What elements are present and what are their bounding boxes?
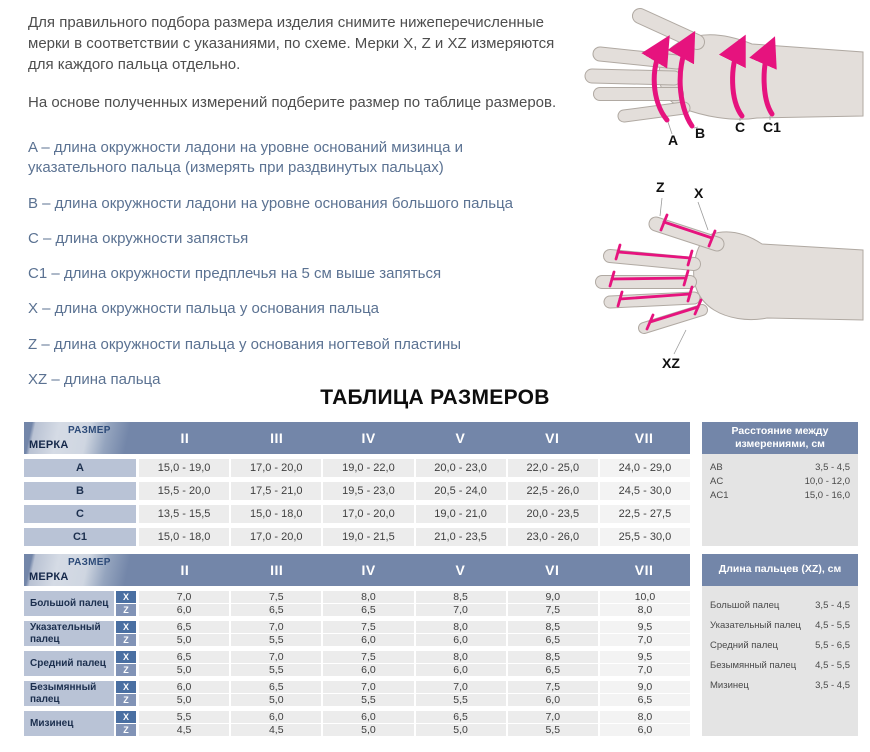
finger-label: Мизинец — [24, 711, 114, 736]
finger-value-cell: 6,5 — [231, 604, 321, 616]
finger-row-cells — [139, 621, 690, 633]
finger-subrows — [116, 591, 690, 616]
finger-value-cell: 5,0 — [323, 724, 413, 736]
finger-value-cell: 6,5 — [139, 651, 229, 663]
finger-subrows — [116, 711, 690, 736]
size-value-cell: 15,0 - 18,0 — [231, 505, 321, 523]
finger-value-cell: 6,0 — [323, 664, 413, 676]
mini-row-value: 15,0 - 16,0 — [804, 490, 850, 502]
hand-diagram-finger-lengths — [582, 172, 864, 372]
measure-label: B — [24, 482, 136, 500]
finger-value-cell: 8,5 — [416, 591, 506, 603]
finger-value-cell: 9,0 — [600, 681, 690, 693]
size-value-cell: 15,5 - 20,0 — [139, 482, 229, 500]
finger-row-cells — [139, 724, 690, 736]
intro-paragraph-2: На основе полученных измерений подберите размер по таблице размеров. — [28, 94, 557, 111]
finger-subrow — [116, 591, 690, 603]
size-column-header: IV — [361, 562, 376, 578]
finger-value-cell: 7,0 — [600, 664, 690, 676]
finger-length-row — [710, 680, 850, 691]
mini-row-label: AB — [710, 462, 723, 474]
finger-value-cell: 5,0 — [139, 634, 229, 646]
finger-label: Указательный палец — [24, 621, 114, 646]
size-value-cell: 24,0 - 29,0 — [600, 459, 690, 477]
finger-value-cell: 7,0 — [508, 711, 598, 723]
finger-value-cell: 6,0 — [508, 694, 598, 706]
finger-value-cell: 6,0 — [231, 711, 321, 723]
finger-value-cell: 6,0 — [139, 681, 229, 693]
distance-table — [702, 422, 858, 546]
finger-row-cells — [139, 591, 690, 603]
size-value-cell: 20,5 - 24,0 — [416, 482, 506, 500]
size-value-cell: 23,0 - 26,0 — [508, 528, 598, 546]
size-value-cell: 19,0 - 21,5 — [323, 528, 413, 546]
finger-value-cell: 5,5 — [416, 694, 506, 706]
mini-row-label: Указательный палец — [710, 620, 802, 631]
mini-row-label: AC1 — [710, 490, 729, 502]
measurement-definition: B – длина окружности ладони на уровне основания большого пальца — [28, 194, 514, 212]
z-badge: Z — [116, 604, 136, 616]
finger-row-cells — [139, 604, 690, 616]
finger-value-cell: 9,0 — [508, 591, 598, 603]
finger-length-row — [710, 640, 850, 651]
finger-value-cell: 7,5 — [508, 604, 598, 616]
finger-value-cell: 4,5 — [231, 724, 321, 736]
finger-group-row — [24, 621, 690, 646]
finger-subrow — [116, 681, 690, 693]
corner-row-header: МЕРКА — [29, 571, 69, 583]
finger-row-cells — [139, 664, 690, 676]
finger-length-row — [710, 600, 850, 611]
finger-subrow — [116, 711, 690, 723]
finger-subrow — [116, 694, 690, 706]
size-table-row — [24, 459, 690, 477]
hand-diagram-circumferences — [582, 4, 864, 154]
corner-col-header: РАЗМЕР — [68, 425, 111, 436]
size-column-header: VII — [634, 562, 654, 578]
size-value-cell: 13,5 - 15,5 — [139, 505, 229, 523]
finger-group-row — [24, 681, 690, 706]
mini-row-value: 5,5 - 6,5 — [815, 640, 850, 651]
finger-label: Безымянный палец — [24, 681, 114, 706]
size-value-cell: 20,0 - 23,0 — [416, 459, 506, 477]
finger-row-cells — [139, 694, 690, 706]
measurement-definition: XZ – длина пальца — [28, 370, 161, 388]
x-badge: X — [116, 681, 136, 693]
size-table-row — [24, 482, 690, 500]
size-row-cells — [139, 459, 690, 477]
finger-value-cell: 8,5 — [508, 651, 598, 663]
finger-subrow — [116, 604, 690, 616]
measurement-definitions — [28, 138, 560, 390]
size-column-header: V — [455, 430, 466, 446]
finger-subrows — [116, 681, 690, 706]
finger-value-cell: 5,5 — [323, 694, 413, 706]
size-value-cell: 22,0 - 25,0 — [508, 459, 598, 477]
measurement-definition: X – длина окружности пальца у основания пальца — [28, 300, 380, 318]
finger-value-cell: 7,0 — [139, 591, 229, 603]
size-column-header: IV — [361, 430, 376, 446]
finger-subrow — [116, 724, 690, 736]
hand-silhouette — [602, 224, 863, 328]
size-value-cell: 21,0 - 23,5 — [416, 528, 506, 546]
size-value-cell: 24,5 - 30,0 — [600, 482, 690, 500]
finger-value-cell: 5,0 — [231, 694, 321, 706]
size-table-header — [24, 422, 690, 454]
mini-row-label: AC — [710, 476, 724, 488]
finger-length-row — [710, 660, 850, 671]
size-column-header: VII — [634, 430, 654, 446]
distance-row — [710, 490, 850, 501]
size-column-header: III — [270, 562, 284, 578]
size-value-cell: 17,5 - 21,0 — [231, 482, 321, 500]
z-badge: Z — [116, 724, 136, 736]
finger-value-cell: 8,0 — [416, 651, 506, 663]
finger-group-row — [24, 711, 690, 736]
finger-value-cell: 6,0 — [416, 664, 506, 676]
finger-subrow — [116, 664, 690, 676]
mini-row-value: 3,5 - 4,5 — [815, 462, 850, 474]
finger-value-cell: 5,0 — [139, 664, 229, 676]
label-c1: C1 — [763, 119, 781, 135]
size-column-header: VI — [545, 562, 560, 578]
finger-value-cell: 8,5 — [508, 621, 598, 633]
size-value-cell: 15,0 - 19,0 — [139, 459, 229, 477]
intro-block — [28, 12, 560, 405]
z-badge: Z — [116, 694, 136, 706]
finger-subrows — [116, 621, 690, 646]
intro-paragraph-1: Для правильного подбора размера изделия снимите нижеперечисленные мерки в соответствии с указаниями, по схеме. Мерки X, Z и XZ измеряются для каждого пальца отдельно. — [28, 14, 555, 73]
finger-row-cells — [139, 711, 690, 723]
size-value-cell: 17,0 - 20,0 — [323, 505, 413, 523]
measurement-definition: A – длина окружности ладони на уровне оснований мизинца и указательного пальца (измерять при раздвинутых пальцах) — [28, 139, 463, 177]
size-column-header: III — [270, 430, 284, 446]
z-badge: Z — [116, 634, 136, 646]
finger-label: Средний палец — [24, 651, 114, 676]
measurement-definition: C – длина окружности запястья — [28, 229, 249, 247]
label-x: X — [694, 185, 704, 201]
mini-row-value: 4,5 - 5,5 — [815, 620, 850, 631]
size-row-cells — [139, 528, 690, 546]
size-value-cell: 20,0 - 23,5 — [508, 505, 598, 523]
measure-label: C1 — [24, 528, 136, 546]
mini-row-value: 3,5 - 4,5 — [815, 680, 850, 691]
size-table — [24, 422, 690, 546]
mini-row-value: 4,5 - 5,5 — [815, 660, 850, 671]
finger-value-cell: 6,5 — [508, 664, 598, 676]
measure-label: C — [24, 505, 136, 523]
finger-length-table — [702, 554, 858, 736]
size-value-cell: 17,0 - 20,0 — [231, 528, 321, 546]
finger-value-cell: 7,0 — [231, 621, 321, 633]
finger-subrow — [116, 621, 690, 633]
corner-cell — [24, 554, 136, 586]
finger-value-cell: 6,0 — [139, 604, 229, 616]
finger-value-cell: 6,0 — [323, 634, 413, 646]
finger-group-row — [24, 591, 690, 616]
finger-value-cell: 8,0 — [323, 591, 413, 603]
finger-table — [24, 554, 690, 736]
finger-value-cell: 8,0 — [600, 604, 690, 616]
size-column-header: II — [180, 562, 190, 578]
x-badge: X — [116, 651, 136, 663]
x-badge: X — [116, 711, 136, 723]
finger-row-cells — [139, 681, 690, 693]
hand-silhouette — [592, 16, 863, 119]
finger-value-cell: 6,0 — [323, 711, 413, 723]
finger-value-cell: 9,5 — [600, 621, 690, 633]
finger-value-cell: 8,0 — [416, 621, 506, 633]
finger-value-cell: 6,5 — [231, 681, 321, 693]
size-value-cell: 19,0 - 21,0 — [416, 505, 506, 523]
distance-row — [710, 462, 850, 473]
finger-value-cell: 7,0 — [416, 604, 506, 616]
size-column-header: II — [180, 430, 190, 446]
label-c: C — [735, 119, 746, 135]
finger-value-cell: 5,5 — [139, 711, 229, 723]
size-value-cell: 17,0 - 20,0 — [231, 459, 321, 477]
measurement-definition: C1 – длина окружности предплечья на 5 см выше запяться — [28, 265, 442, 282]
finger-value-cell: 7,0 — [231, 651, 321, 663]
size-table-row — [24, 528, 690, 546]
finger-subrows — [116, 651, 690, 676]
x-badge: X — [116, 591, 136, 603]
size-value-cell: 25,5 - 30,0 — [600, 528, 690, 546]
finger-value-cell: 5,5 — [231, 634, 321, 646]
corner-row-header: МЕРКА — [29, 439, 69, 451]
finger-value-cell: 10,0 — [600, 591, 690, 603]
mini-row-label: Средний палец — [710, 640, 778, 651]
size-value-cell: 19,5 - 23,0 — [323, 482, 413, 500]
tables-area — [24, 422, 858, 736]
z-badge: Z — [116, 664, 136, 676]
middle-arrow — [612, 278, 686, 279]
finger-value-cell: 7,0 — [323, 681, 413, 693]
size-column-header: VI — [545, 430, 560, 446]
size-row-cells — [139, 505, 690, 523]
label-b: B — [695, 125, 706, 141]
finger-value-cell: 5,0 — [416, 724, 506, 736]
finger-value-cell: 7,5 — [231, 591, 321, 603]
mini-row-label: Мизинец — [710, 680, 749, 691]
size-table-title: ТАБЛИЦА РАЗМЕРОВ — [320, 386, 550, 409]
label-a: A — [668, 132, 679, 148]
finger-value-cell: 7,0 — [600, 634, 690, 646]
corner-cell — [24, 422, 136, 454]
size-value-cell: 22,5 - 27,5 — [600, 505, 690, 523]
mini-row-label: Большой палец — [710, 600, 780, 611]
size-table-row — [24, 505, 690, 523]
finger-value-cell: 6,0 — [600, 724, 690, 736]
mini-row-value: 10,0 - 12,0 — [804, 476, 850, 488]
size-value-cell: 22,5 - 26,0 — [508, 482, 598, 500]
distance-row — [710, 476, 850, 487]
finger-value-cell: 9,5 — [600, 651, 690, 663]
finger-value-cell: 5,5 — [508, 724, 598, 736]
finger-value-cell: 6,5 — [600, 694, 690, 706]
finger-value-cell: 7,5 — [323, 621, 413, 633]
mini-row-label: Безымянный палец — [710, 660, 797, 671]
size-row-cells — [139, 482, 690, 500]
finger-value-cell: 4,5 — [139, 724, 229, 736]
size-value-cell: 15,0 - 18,0 — [139, 528, 229, 546]
finger-value-cell: 5,5 — [231, 664, 321, 676]
finger-subrow — [116, 651, 690, 663]
finger-length-table-title: Длина пальцев (XZ), см — [702, 554, 858, 586]
size-column-headers — [139, 422, 690, 454]
size-table-body — [24, 459, 690, 546]
finger-value-cell: 6,5 — [508, 634, 598, 646]
finger-subrow — [116, 634, 690, 646]
size-column-header: V — [455, 562, 466, 578]
label-z: Z — [656, 179, 665, 195]
distance-table-body — [702, 454, 858, 546]
measurement-definition: Z – длина окружности пальца у основания ногтевой пластины — [28, 335, 462, 353]
finger-value-cell: 6,5 — [416, 711, 506, 723]
mini-row-value: 3,5 - 4,5 — [815, 600, 850, 611]
finger-value-cell: 6,0 — [416, 634, 506, 646]
x-badge: X — [116, 621, 136, 633]
finger-row-cells — [139, 651, 690, 663]
finger-value-cell: 6,5 — [323, 604, 413, 616]
distance-table-title: Расстояние между измерениями, см — [702, 422, 858, 454]
finger-group-row — [24, 651, 690, 676]
measure-label: A — [24, 459, 136, 477]
finger-table-body — [24, 591, 690, 736]
finger-length-row — [710, 620, 850, 631]
finger-value-cell: 7,5 — [323, 651, 413, 663]
finger-value-cell: 7,5 — [508, 681, 598, 693]
finger-row-cells — [139, 634, 690, 646]
finger-value-cell: 5,0 — [139, 694, 229, 706]
finger-value-cell: 8,0 — [600, 711, 690, 723]
label-xz: XZ — [662, 355, 680, 371]
finger-value-cell: 7,0 — [416, 681, 506, 693]
finger-column-headers — [139, 554, 690, 586]
size-value-cell: 19,0 - 22,0 — [323, 459, 413, 477]
finger-length-table-body — [702, 586, 858, 736]
corner-col-header: РАЗМЕР — [68, 557, 111, 568]
finger-label: Большой палец — [24, 591, 114, 616]
finger-value-cell: 6,5 — [139, 621, 229, 633]
finger-table-header — [24, 554, 690, 586]
